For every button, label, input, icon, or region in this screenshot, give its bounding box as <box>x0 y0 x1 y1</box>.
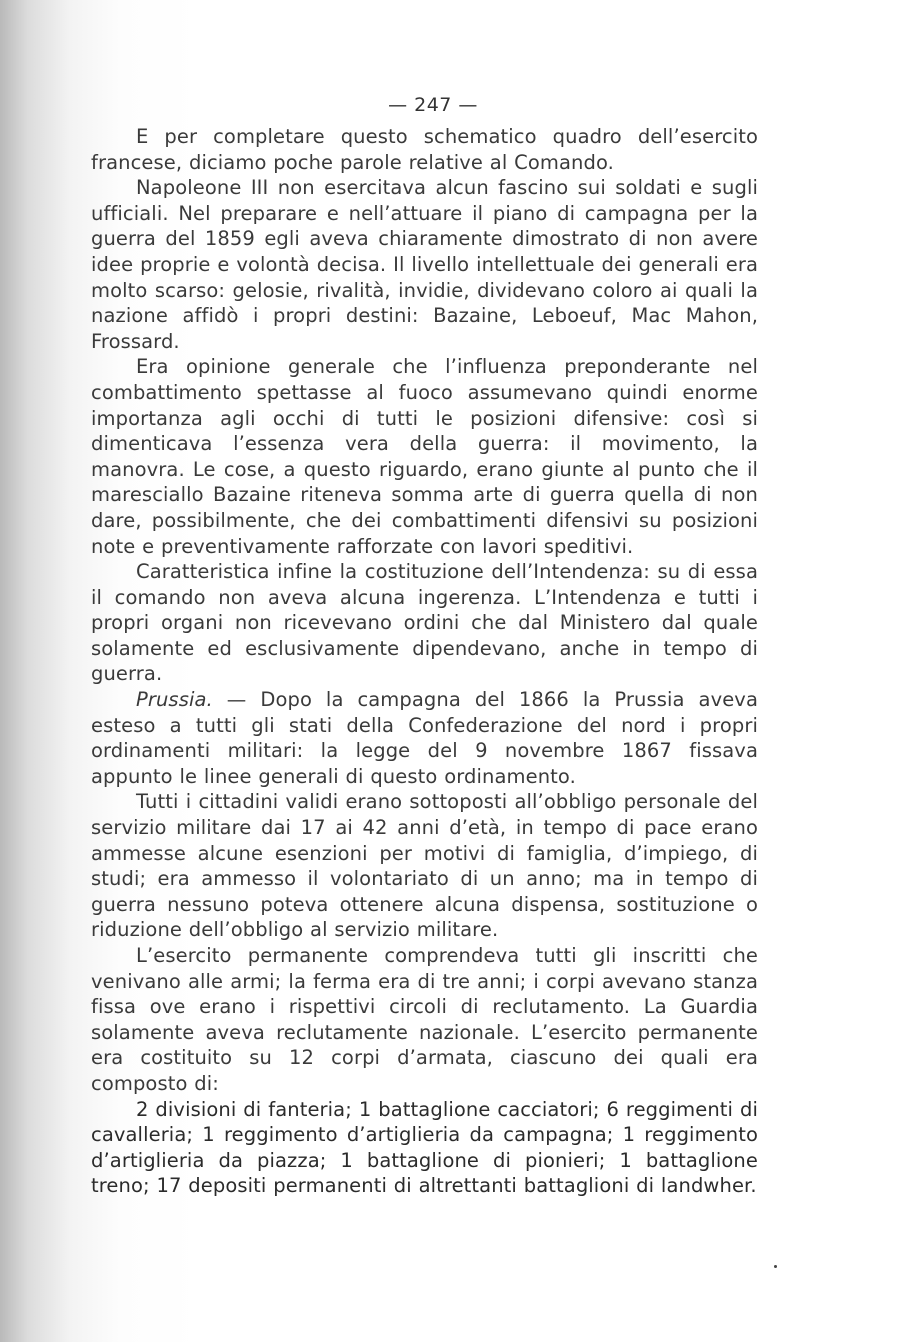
scan-speck <box>774 1265 777 1268</box>
paragraph-7: L’esercito permanente comprendeva tutti gli inscritti che venivano alle armi; la ferma era di tre anni; i corpi avevano stanza fissa ove erano i rispettivi circoli di reclutamento. La Guardia solamente aveva reclutamente nazionale. L’esercito permanente era costituito su 12 corpi d’armata, ciascuno dei quali era composto di: <box>91 944 758 1095</box>
paragraph-5 <box>91 687 758 789</box>
paragraph-3: Era opinione generale che l’influenza preponderante nel combattimento spettasse al fuoco assumevano quindi enorme importanza agli occhi di tutti le posizioni difensive: così si dimenticava l’essenza vera della guerra: il movimento, la manovra. Le cose, a questo riguardo, erano giunte al punto che il maresciallo Bazaine riteneva somma arte di guerra quella di non dare, possibilmente, che dei combattimenti difensivi su posizioni note e preventivamente rafforzate con lavori speditivi. <box>91 355 758 558</box>
paragraph-6: Tutti i cittadini validi erano sottoposti all’obbligo personale del servizio militare dai 17 ai 42 anni d’età, in tempo di pace erano ammesse alcune esenzioni per motivi di famiglia, d’impiego, di studi; era ammesso il volontariato di un anno; ma in tempo di guerra nessuno poteva ottenere alcuna dispensa, sostituzione o riduzione dell’obbligo al servizio militare. <box>91 790 758 942</box>
paragraph-2: Napoleone III non esercitava alcun fascino sui soldati e sugli ufficiali. Nel preparare e nell’attuare il piano di campagna per la guerra del 1859 egli aveva chiaramente dimostrato di non avere idee proprie e volontà decisa. Il livello intellettuale dei generali era molto scarso: gelosie, rivalità, invidie, dividevano coloro ai quali la nazione affidò i propri destini: Bazaine, Leboeuf, Mac Mahon, Frossard. <box>91 176 758 353</box>
paragraph-8: 2 divisioni di fanteria; 1 battaglione cacciatori; 6 reggimenti di cavalleria; 1 reggimento d’artiglieria da campagna; 1 reggimento d’artiglieria da piazza; 1 battaglione di pionieri; 1 battaglione treno; 17 depositi permanenti di altrettanti battaglioni di landwher. <box>91 1097 758 1198</box>
paragraph-1: E per completare questo schematico quadro dell’esercito francese, diciamo poche parole relative al Comando. <box>91 125 758 174</box>
paragraph-5-text: — Dopo la campagna del 1866 la Prussia aveva esteso a tutti gli stati della Confederazione del nord i propri ordinamenti militari: la legge del 9 novembre 1867 fissava appunto le linee generali di questo ordinamento. <box>91 688 758 788</box>
page-number: — 247 — <box>388 94 478 116</box>
paragraph-4: Caratteristica infine la costituzione dell’Intendenza: su di essa il comando non aveva alcuna ingerenza. L’Intendenza e tutti i propri organi non ricevevano ordini che dal Ministero dal quale solamente ed esclusivamente dipendevano, anche in tempo di guerra. <box>91 560 758 686</box>
section-heading-prussia: Prussia. <box>136 688 213 712</box>
body-text <box>91 124 758 1199</box>
